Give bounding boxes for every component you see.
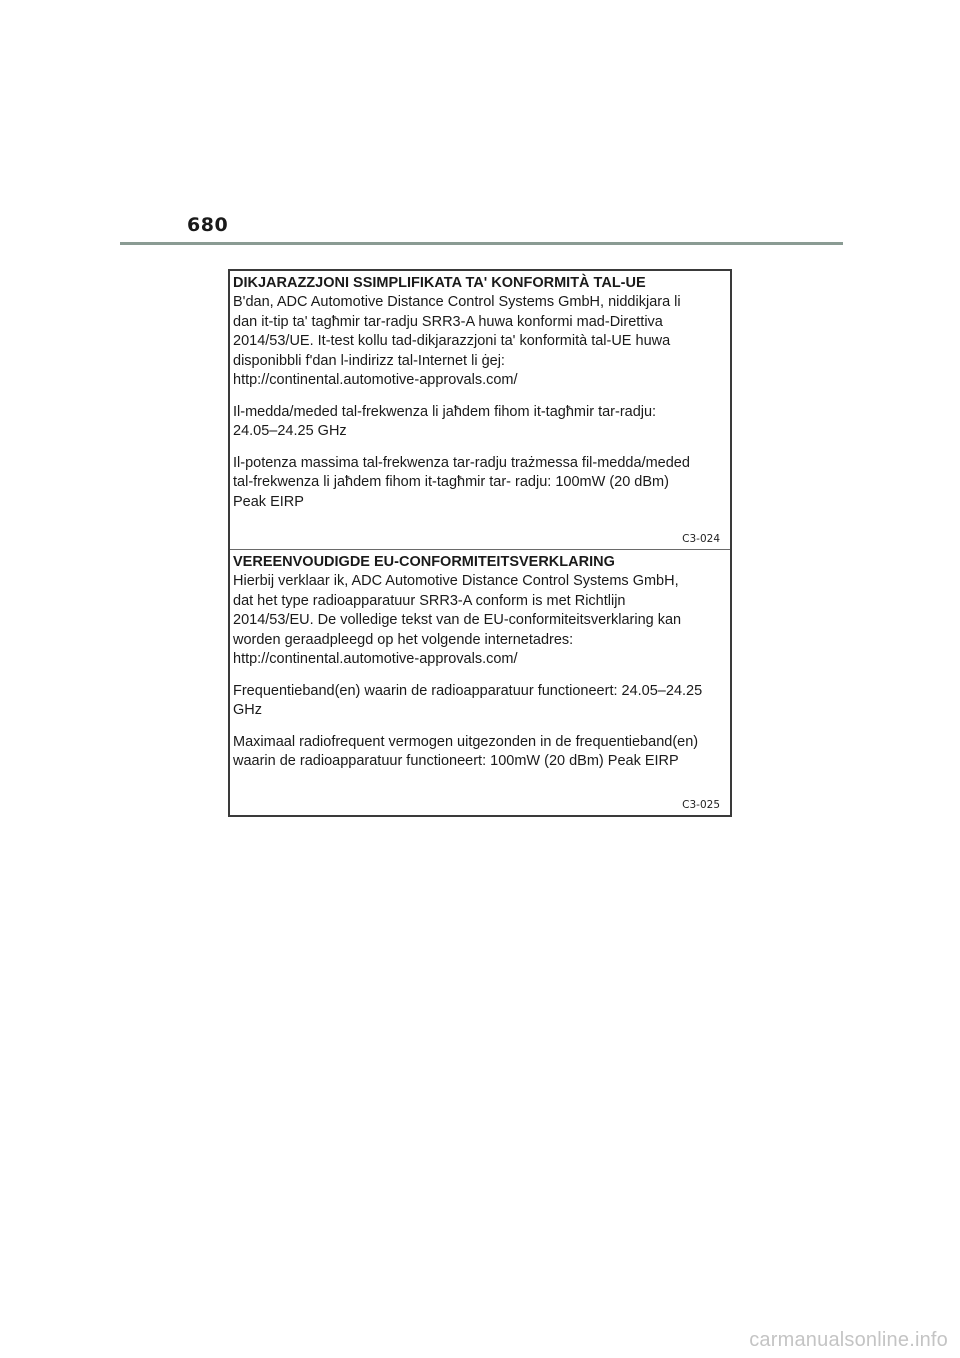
text-line: Maximaal radiofrequent vermogen uitgezonden in de frequentieband(en) xyxy=(233,733,699,750)
text-line: disponibbli f'dan l-indirizz tal-Internet li ġej: xyxy=(233,352,505,369)
text-line: tal-frekwenza li jaħdem fihom it-tagħmir tar- radju: 100mW (20 dBm) xyxy=(233,474,669,490)
figure-code-mt: C3-024 xyxy=(682,533,720,545)
header-rule xyxy=(120,242,843,245)
page-number: 680 xyxy=(187,214,229,236)
declaration-body-mt xyxy=(233,293,728,391)
text-line: 24.05–24.25 GHz xyxy=(233,423,347,439)
declaration-box xyxy=(228,269,732,817)
text-line: Il-potenza massima tal-frekwenza tar-radju trażmessa fil-medda/meded xyxy=(233,454,690,471)
text-line: Il-medda/meded tal-frekwenza li jaħdem fihom it-tagħmir tar-radju: xyxy=(233,403,657,420)
text-line: http://continental.automotive-approvals.com/ xyxy=(233,372,518,388)
text-line: http://continental.automotive-approvals.com/ xyxy=(233,651,518,667)
declaration-title-nl: VEREENVOUDIGDE EU-CONFORMITEITSVERKLARING xyxy=(233,554,615,570)
watermark: carmanualsonline.info xyxy=(749,1329,948,1351)
declaration-dutch xyxy=(230,550,730,815)
text-line: Peak EIRP xyxy=(233,493,304,510)
text-line: 2014/53/EU. De volledige tekst van de EU-conformiteitsverklaring kan xyxy=(233,612,682,628)
figure-code-nl: C3-025 xyxy=(682,799,720,811)
declaration-body-nl xyxy=(233,572,728,670)
text-line: B'dan, ADC Automotive Distance Control Systems GmbH, niddikjara li xyxy=(233,294,681,310)
text-line: GHz xyxy=(233,702,262,718)
text-line: worden geraadpleegd op het volgende internetadres: xyxy=(233,631,574,648)
text-line: dat het type radioapparatuur SRR3-A conform is met Richtlijn xyxy=(233,592,626,609)
text-line: 2014/53/UE. It-test kollu tad-dikjarazzjoni ta' konformità tal-UE huwa xyxy=(233,333,671,349)
frequency-band-mt xyxy=(233,403,728,442)
declaration-maltese xyxy=(230,271,730,550)
text-line: Frequentieband(en) waarin de radioapparatuur functioneert: 24.05–24.25 xyxy=(233,682,703,699)
text-line: Hierbij verklaar ik, ADC Automotive Distance Control Systems GmbH, xyxy=(233,573,679,589)
text-line: dan it-tip ta' tagħmir tar-radju SRR3-A huwa konformi mad-Direttiva xyxy=(233,313,663,330)
text-line: waarin de radioapparatuur functioneert: 100mW (20 dBm) Peak EIRP xyxy=(233,753,679,769)
frequency-band-nl xyxy=(233,682,728,721)
max-power-nl xyxy=(233,733,728,772)
declaration-title-mt: DIKJARAZZJONI SSIMPLIFIKATA TA' KONFORMITÀ TAL-UE xyxy=(233,275,646,291)
max-power-mt xyxy=(233,454,728,513)
